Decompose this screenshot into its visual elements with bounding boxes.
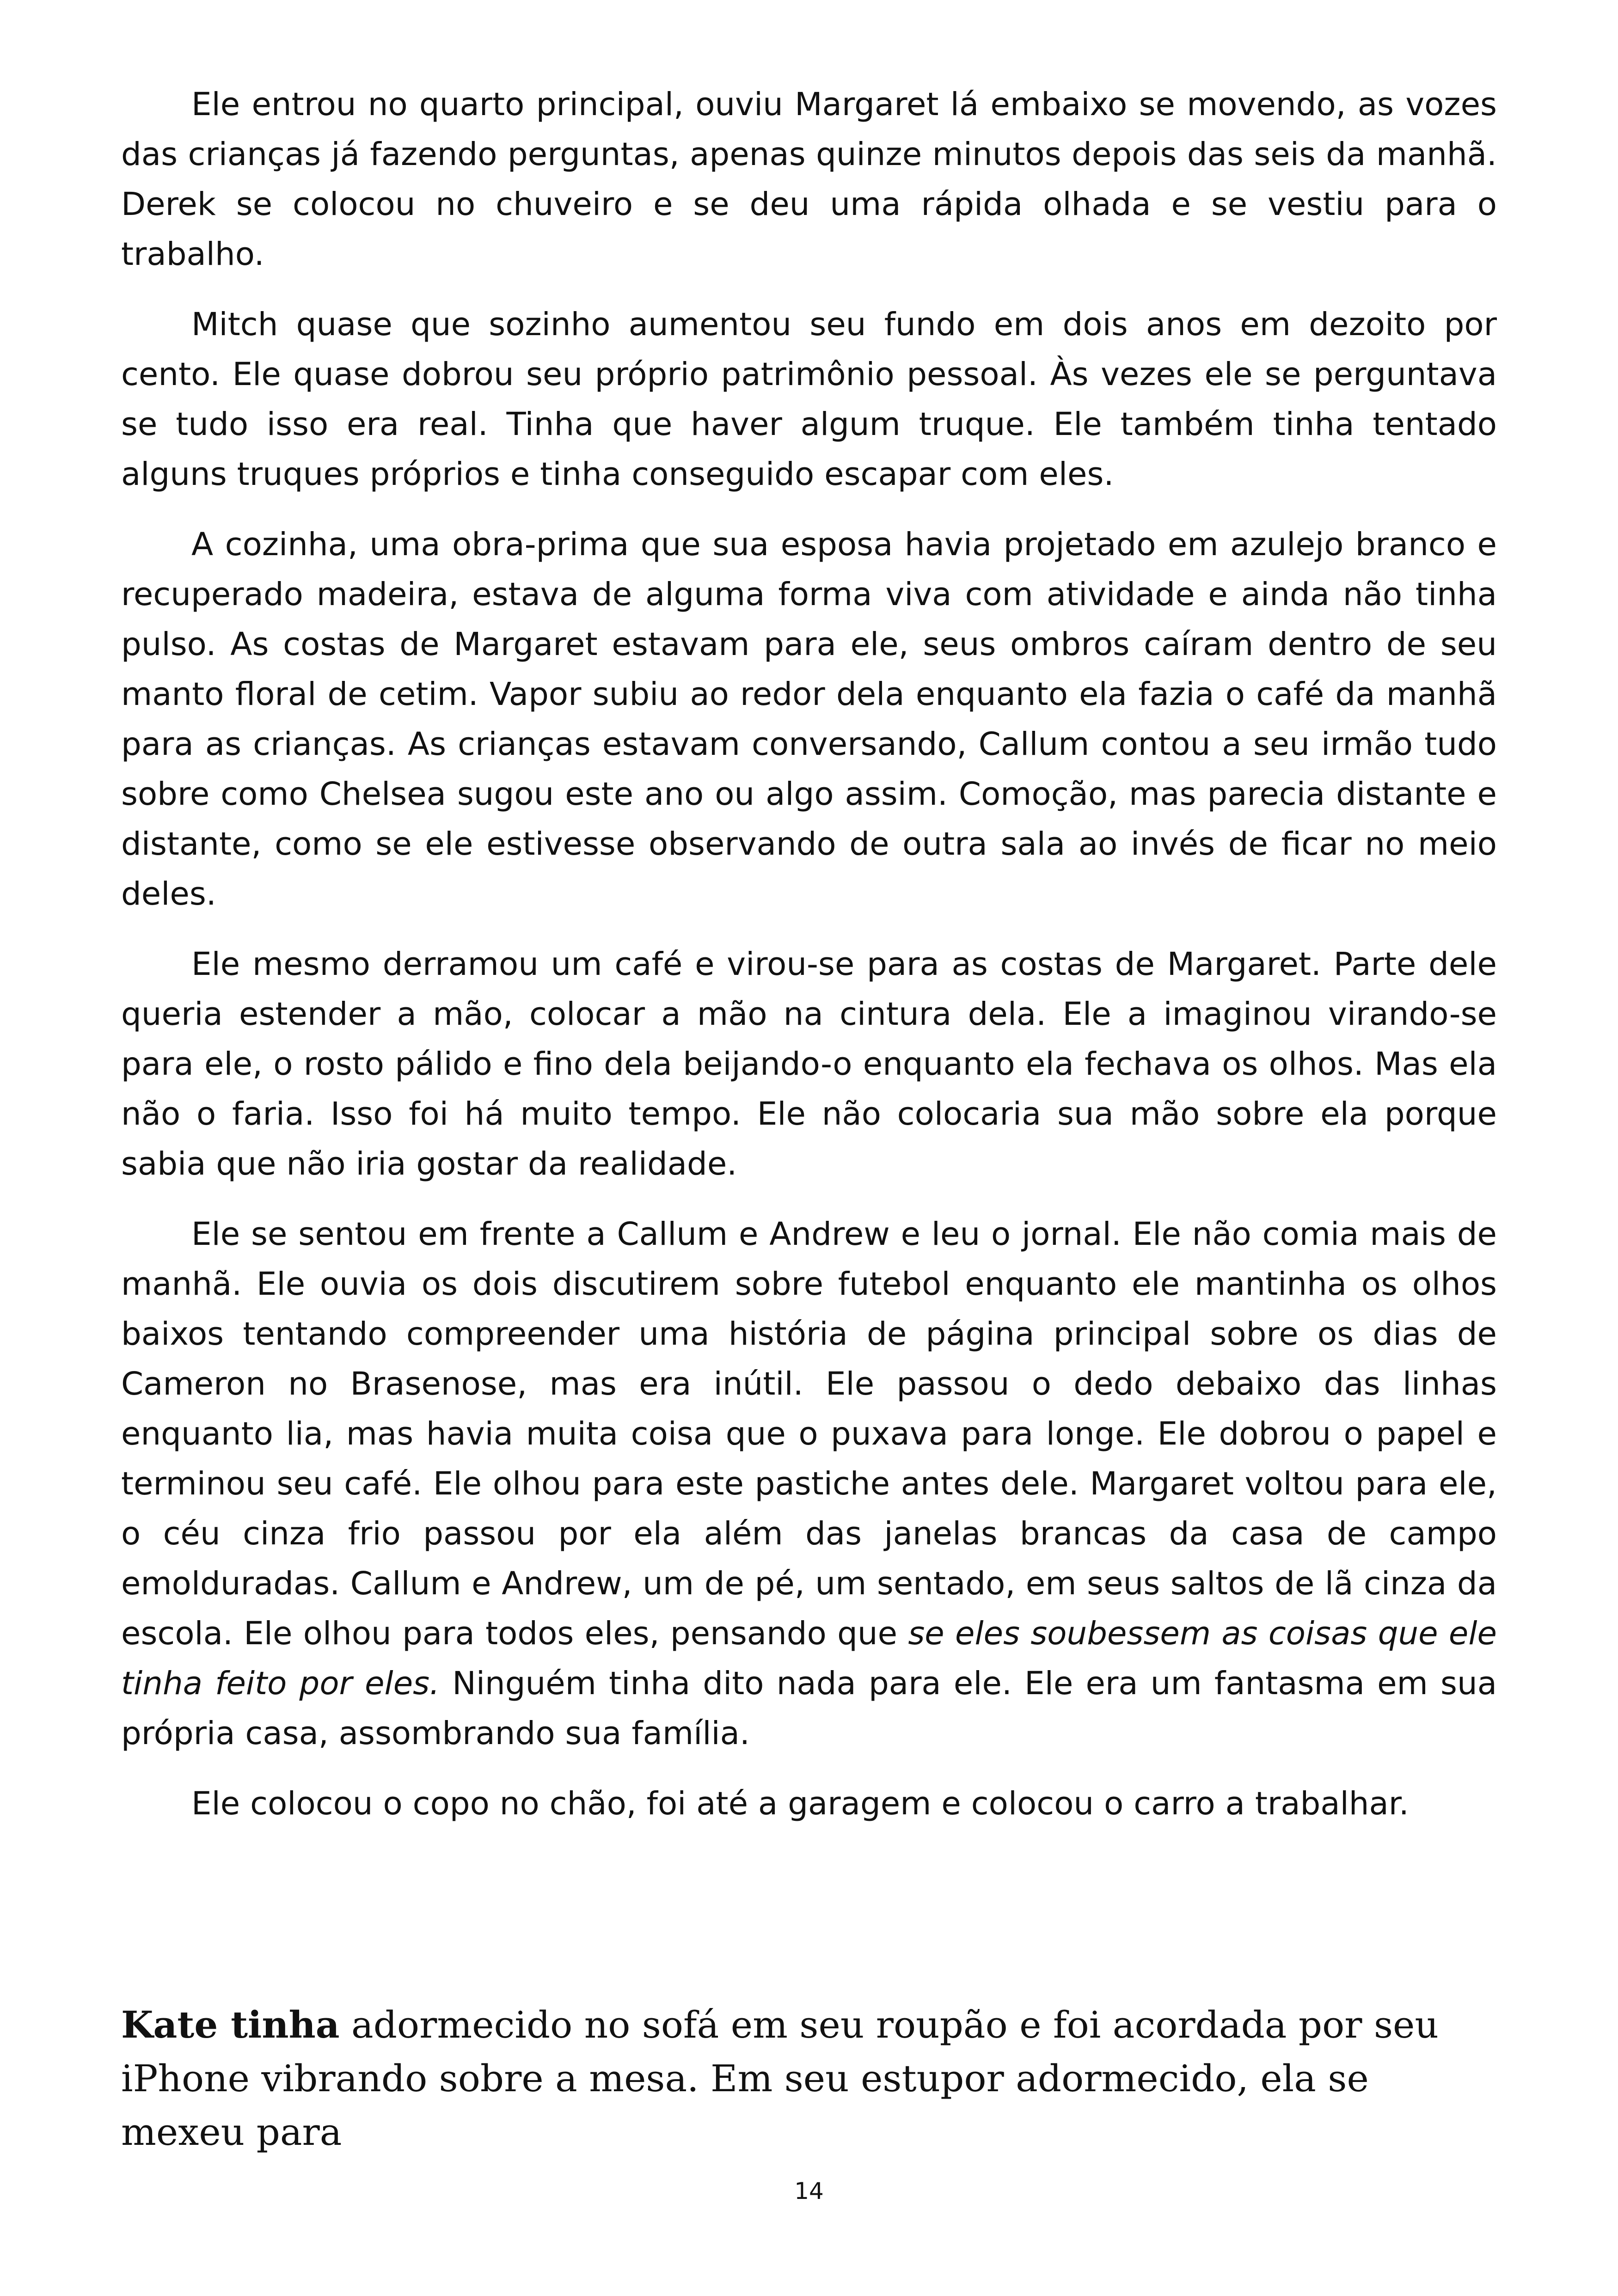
new-section	[121, 1998, 1497, 2159]
section-paragraph	[121, 1998, 1497, 2159]
paragraph-1: Ele entrou no quarto principal, ouviu Margaret lá embaixo se movendo, as vozes das crianças já fazendo perguntas, apenas quinze minutos depois das seis da manhã. Derek se colocou no chuveiro e se deu uma rápida olhada e se vestiu para o trabalho.	[121, 86, 1497, 273]
section-text: adormecido no sofá em seu roupão e foi acordada por seu iPhone vibrando sobre a mesa. Em seu estupor adormecido, ela se mexeu para	[121, 2003, 1439, 2154]
page-number: 14	[794, 2178, 824, 2204]
body-text	[121, 80, 1497, 1849]
paragraph-5	[121, 1209, 1497, 1758]
paragraph-2: Mitch quase que sozinho aumentou seu fundo em dois anos em dezoito por cento. Ele quase dobrou seu próprio patrimônio pessoal. Às vezes ele se perguntava se tudo isso era real. Tinha que haver algum truque. Ele também tinha tentado alguns truques próprios e tinha conseguido escapar com eles.	[121, 306, 1497, 493]
section-lead-bold: Kate tinha	[121, 2003, 340, 2046]
paragraph-5-text-start: Ele se sentou em frente a Callum e Andrew e leu o jornal. Ele não comia mais de manhã. Ele ouvia os dois discutirem sobre futebol enquanto ele mantinha os olhos baixos tentando compreender uma história de página principal sobre os dias de Cameron no Brasenose, mas era inútil. Ele passou o dedo debaixo das linhas enquanto lia, mas havia muita coisa que o puxava para longe. Ele dobrou o papel e terminou seu café. Ele olhou para este pastiche antes dele. Margaret voltou para ele, o céu cinza frio passou por ela além das janelas brancas da casa de campo emolduradas. Callum e Andrew, um de pé, um sentado, em seus saltos de lã cinza da escola. Ele olhou para todos eles, pensando que	[121, 1216, 1497, 1652]
paragraph-6: Ele colocou o copo no chão, foi até a garagem e colocou o carro a trabalhar.	[191, 1785, 1409, 1822]
paragraph-5-italic-thought: se eles soubessem as coisas que ele tinha feito por eles.	[121, 1615, 1497, 1702]
paragraph-3: A cozinha, uma obra-prima que sua esposa havia projetado em azulejo branco e recuperado madeira, estava de alguma forma viva com atividade e ainda não tinha pulso. As costas de Margaret estavam para ele, seus ombros caíram dentro de seu manto floral de cetim. Vapor subiu ao redor dela enquanto ela fazia o café da manhã para as crianças. As crianças estavam conversando, Callum contou a seu irmão tudo sobre como Chelsea sugou este ano ou algo assim. Comoção, mas parecia distante e distante, como se ele estivesse observando de outra sala ao invés de ficar no meio deles.	[121, 526, 1497, 912]
paragraph-4: Ele mesmo derramou um café e virou-se para as costas de Margaret. Parte dele queria estender a mão, colocar a mão na cintura dela. Ele a imaginou virando-se para ele, o rosto pálido e fino dela beijando-o enquanto ela fechava os olhos. Mas ela não o faria. Isso foi há muito tempo. Ele não colocaria sua mão sobre ela porque sabia que não iria gostar da realidade.	[121, 946, 1497, 1182]
paragraph-5-text-end: Ninguém tinha dito nada para ele. Ele era um fantasma em sua própria casa, assombrando sua família.	[121, 1665, 1497, 1752]
